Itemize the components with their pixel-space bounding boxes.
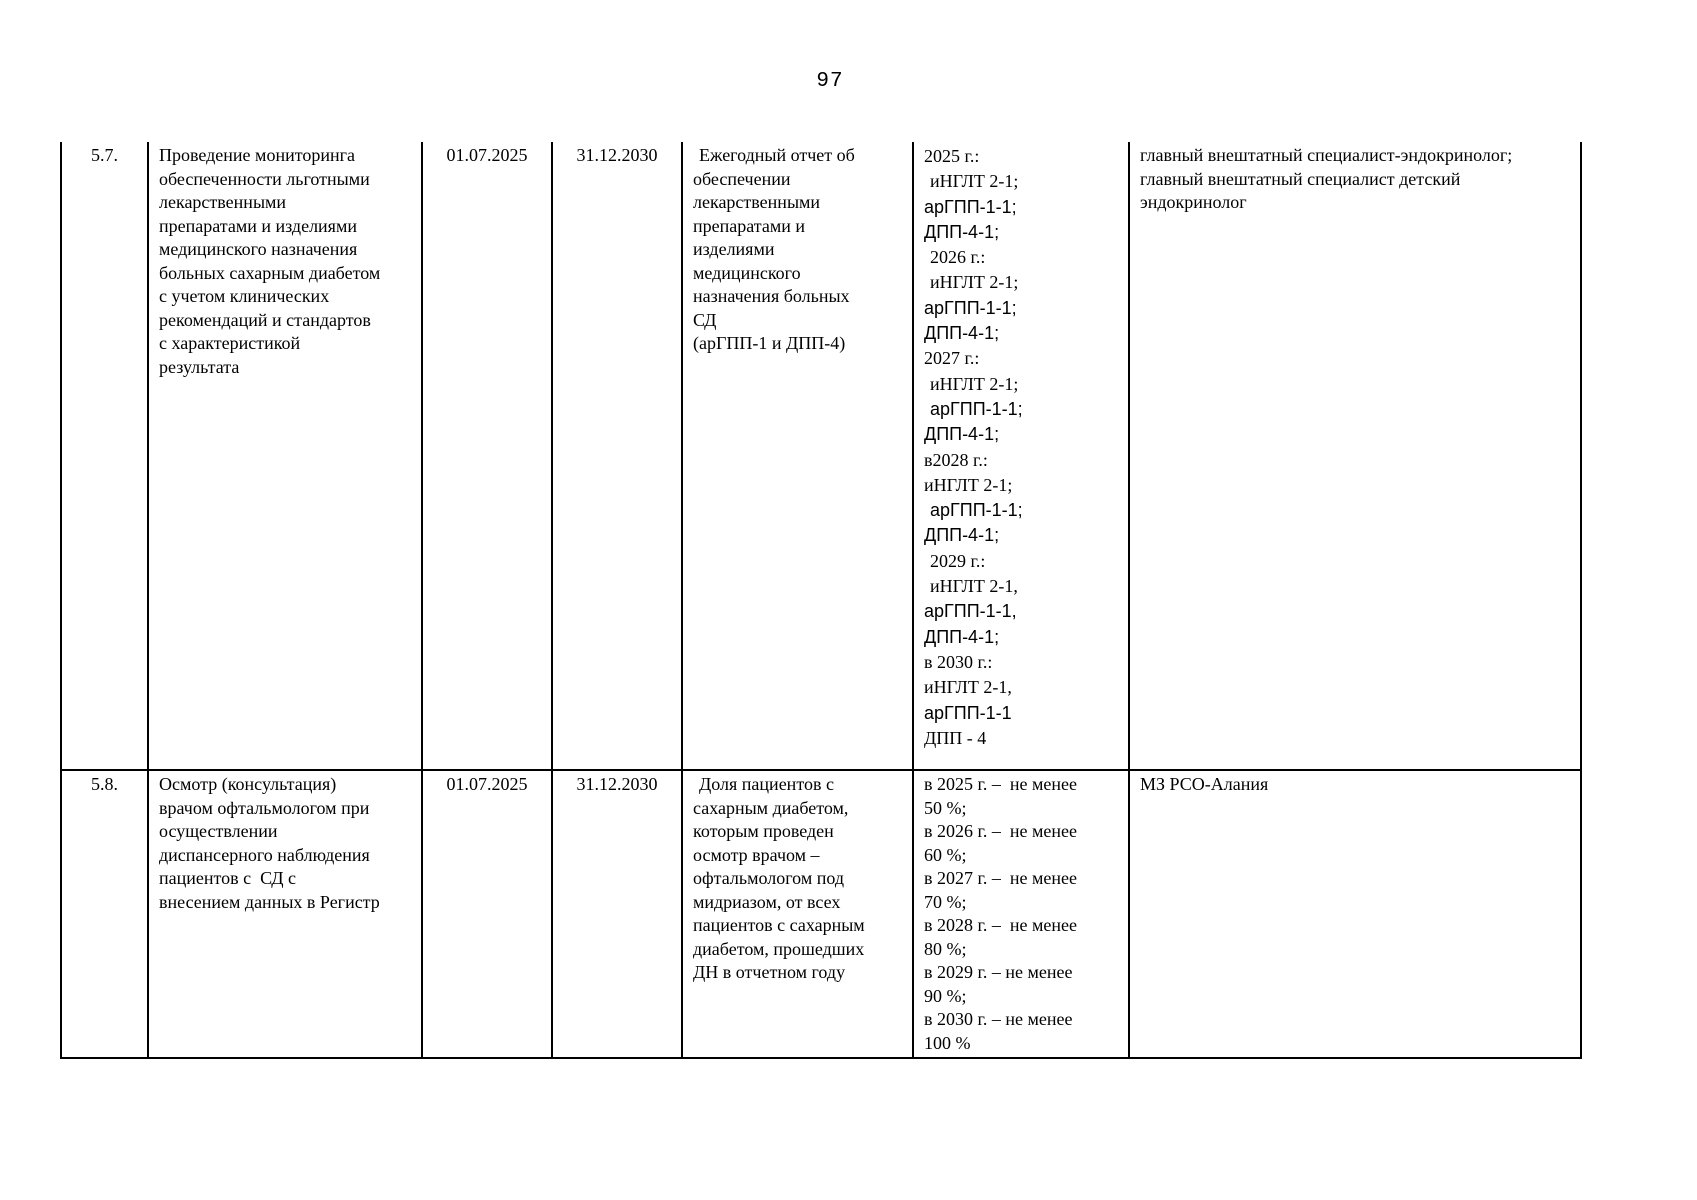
responsible-line: главный внештатный специалист-эндокринолог; [1140, 145, 1513, 165]
indicator-line: в 2027 г. – не менее [924, 868, 1077, 888]
start-date: 01.07.2025 [422, 142, 552, 770]
row-number: 5.8. [61, 770, 148, 1058]
indicator-line: в 2029 г. – не менее [924, 962, 1073, 982]
indicator-line: в 2026 г. – не менее [924, 821, 1077, 841]
indicators-cell [913, 142, 1129, 770]
result-line: мидриазом, от всех [693, 891, 841, 912]
table-row [61, 142, 1581, 770]
event-line: медицинского назначения [159, 239, 358, 259]
responsible-line: МЗ РСО-Алания [1140, 774, 1269, 794]
indicator-line: в 2030 г.: [924, 651, 993, 672]
responsible-cell [1129, 770, 1581, 1058]
indicator-line: арГПП-1-1; [930, 500, 1023, 521]
start-date: 01.07.2025 [422, 770, 552, 1058]
indicator-line: в2028 г.: [924, 449, 988, 470]
event-line: внесением данных в Регистр [159, 891, 380, 912]
indicator-line: ДПП-4-1; [924, 424, 1000, 445]
indicator-line: 80 %; [924, 938, 967, 959]
result-line: диабетом, прошедших [693, 938, 865, 959]
event-cell [148, 770, 422, 1058]
indicators-cell [913, 770, 1129, 1058]
event-line: с учетом клинических [159, 286, 330, 306]
event-line: Проведение мониторинга [159, 145, 355, 165]
page-number: 97 [816, 70, 844, 93]
indicator-line: 2025 г.: [924, 146, 980, 166]
table-row [61, 770, 1581, 1058]
indicator-line: 70 %; [924, 891, 967, 912]
indicator-line: 2027 г.: [924, 348, 980, 369]
indicator-line: иНГЛТ 2-1; [930, 272, 1019, 293]
indicator-line: иНГЛТ 2-1, [924, 677, 1012, 698]
indicator-line: арГПП-1-1; [924, 196, 1017, 217]
plan-table [60, 142, 1582, 1059]
event-line: рекомендаций и стандартов [159, 309, 371, 330]
indicator-line: ДПП-4-1; [924, 323, 1000, 344]
event-line: диспансерного наблюдения [159, 844, 370, 865]
result-line: офтальмологом под [693, 868, 844, 888]
result-line: Ежегодный отчет об [699, 145, 855, 165]
indicator-line: в 2030 г. – не менее [924, 1009, 1073, 1029]
event-line: результата [159, 356, 240, 377]
indicator-line: 100 % [924, 1032, 971, 1053]
responsible-cell [1129, 142, 1581, 770]
event-line: врачом офтальмологом при [159, 797, 370, 818]
event-line: осуществлении [159, 821, 278, 841]
indicator-line: ДПП - 4 [924, 727, 987, 748]
event-line: обеспеченности льготными [159, 168, 370, 189]
indicator-line: ДПП-4-1; [924, 626, 1000, 647]
event-line: пациентов с СД с [159, 868, 297, 888]
result-line: осмотр врачом – [693, 844, 820, 865]
indicator-line: 50 %; [924, 797, 967, 818]
event-line: препаратами и изделиями [159, 215, 357, 236]
indicator-line: иНГЛТ 2-1; [930, 171, 1019, 192]
indicator-line: 2026 г.: [930, 247, 986, 268]
result-line: Доля пациентов с [699, 774, 834, 794]
result-line: обеспечении [693, 168, 791, 189]
responsible-line: эндокринолог [1140, 192, 1247, 212]
result-line: СД [693, 309, 717, 330]
indicator-line: арГПП-1-1; [930, 398, 1023, 419]
result-line: лекарственными [693, 192, 821, 212]
result-cell [682, 142, 913, 770]
result-line: медицинского [693, 262, 801, 283]
indicator-line: иНГЛТ 2-1, [930, 576, 1018, 597]
event-line: больных сахарным диабетом [159, 262, 381, 283]
result-line: сахарным диабетом, [693, 797, 849, 818]
result-line: изделиями [693, 239, 775, 259]
result-line: ДН в отчетном году [693, 962, 846, 982]
indicator-line: арГПП-1-1; [924, 297, 1017, 318]
indicator-line: арГПП-1-1, [924, 601, 1017, 622]
indicator-line: 2029 г.: [930, 550, 986, 571]
result-line: (арГПП-1 и ДПП-4) [693, 333, 846, 353]
indicator-line: 60 %; [924, 844, 967, 865]
indicator-line: в 2025 г. – не менее [924, 774, 1077, 794]
event-line: Осмотр (консультация) [159, 774, 337, 794]
end-date: 31.12.2030 [552, 142, 682, 770]
event-line: с характеристикой [159, 333, 301, 353]
result-line: назначения больных [693, 286, 850, 306]
end-date: 31.12.2030 [552, 770, 682, 1058]
result-line: пациентов с сахарным [693, 915, 865, 935]
event-line: лекарственными [159, 192, 287, 212]
indicator-line: иНГЛТ 2-1; [924, 474, 1013, 495]
result-line: которым проведен [693, 821, 834, 841]
indicator-line: в 2028 г. – не менее [924, 915, 1077, 935]
result-cell [682, 770, 913, 1058]
row-number: 5.7. [61, 142, 148, 770]
indicator-line: ДПП-4-1; [924, 221, 1000, 242]
indicator-line: ДПП-4-1; [924, 525, 1000, 546]
indicator-line: иНГЛТ 2-1; [930, 373, 1019, 394]
event-cell [148, 142, 422, 770]
result-line: препаратами и [693, 215, 805, 236]
indicator-line: 90 %; [924, 985, 967, 1006]
responsible-line: главный внештатный специалист детский [1140, 168, 1461, 189]
indicator-line: арГПП-1-1 [924, 702, 1012, 723]
